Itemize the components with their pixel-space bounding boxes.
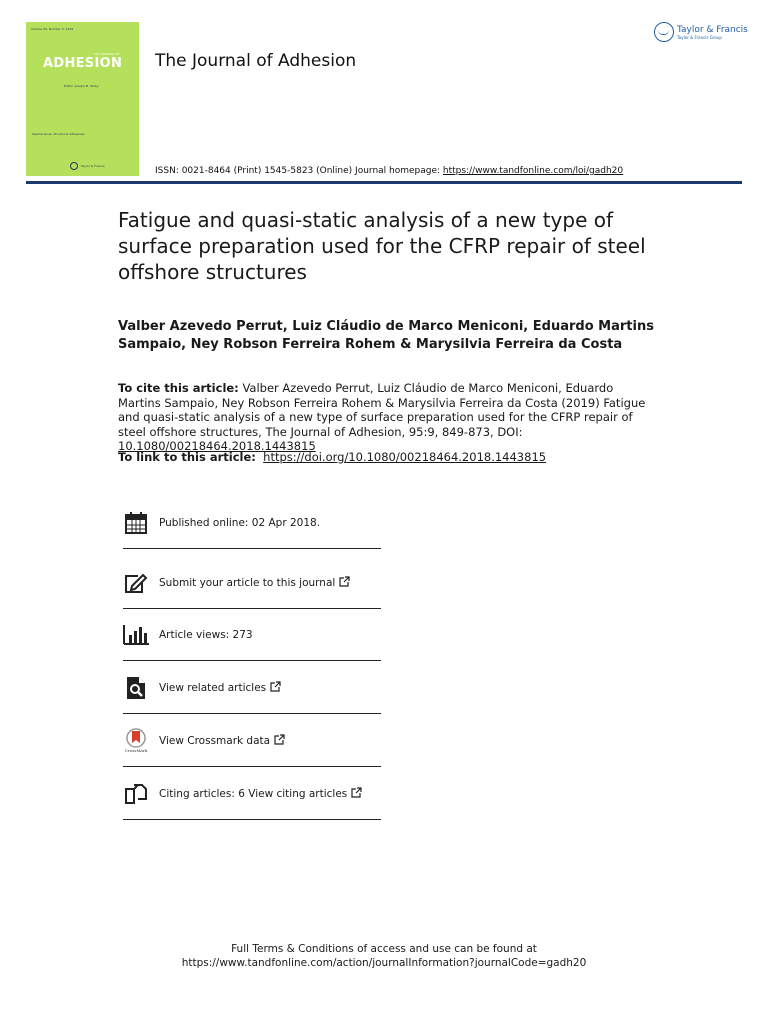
issn-line <box>155 166 623 176</box>
article-views-text: Article views: 273 <box>159 628 253 641</box>
external-link-icon <box>339 576 350 590</box>
cover-editor: Editor: Joseph M. Wiley <box>64 84 99 88</box>
crossmark-text: View Crossmark data <box>159 734 271 747</box>
publisher-name: Taylor & Francis <box>677 24 748 35</box>
article-authors: Valber Azevedo Perrut, Luiz Cláudio de Marco Meniconi, Eduardo Martins Sampaio, Ney Robson Ferreira Rohem & Marysilvia Ferreira da Costa <box>118 319 654 352</box>
article-link-label: To link to this article: <box>118 450 256 464</box>
journal-homepage-link[interactable]: https://www.tandfonline.com/loi/gadh20 <box>442 166 624 176</box>
related-articles-item[interactable] <box>123 662 381 714</box>
article-doi-url[interactable]: https://doi.org/10.1080/00218464.2018.1443815 <box>263 450 547 464</box>
cover-publisher-logo-icon <box>70 162 78 170</box>
journal-name[interactable]: The Journal of Adhesion <box>155 51 357 71</box>
citing-articles-text: Citing articles: 6 View citing articles <box>159 787 348 800</box>
published-online-text: Published online: 02 Apr 2018. <box>159 516 321 529</box>
submit-article-text: Submit your article to this journal <box>159 576 336 589</box>
cover-volume: Volume 95, Number 9, 2019 <box>31 27 74 31</box>
crossmark-item[interactable] <box>123 715 381 767</box>
cover-publisher-name: Taylor & Francis <box>81 164 105 168</box>
crossmark-icon-label: CrossMark <box>124 748 148 753</box>
cover-publisher <box>70 162 105 170</box>
citation <box>118 381 658 454</box>
calendar-icon <box>123 510 149 536</box>
citing-articles-item[interactable] <box>123 768 381 820</box>
taylor-francis-logo-icon <box>654 22 674 42</box>
footer-terms-url[interactable]: https://www.tandfonline.com/action/journalInformation?journalCode=gadh20 <box>181 957 587 969</box>
bar-chart-icon <box>123 622 149 648</box>
citing-icon <box>123 781 149 807</box>
submit-article-item[interactable] <box>123 557 381 609</box>
citation-label: To cite this article: <box>118 381 239 395</box>
cover-kicker: THE JOURNAL OF <box>94 52 120 56</box>
doi-link[interactable]: 10.1080/00218464.2018.1443815 <box>118 439 316 453</box>
journal-cover <box>26 22 139 176</box>
cover-title: ADHESION <box>43 56 123 71</box>
article-title: Fatigue and quasi-static analysis of a new type of surface preparation used for the CFRP repair of steel offshore structures <box>118 208 646 284</box>
edit-icon <box>123 570 149 596</box>
article-views-item <box>123 609 381 661</box>
external-link-icon <box>270 681 281 695</box>
citation-text: Valber Azevedo Perrut, Luiz Cláudio de Marco Meniconi, Eduardo Martins Sampaio, Ney Robson Ferreira Rohem & Marysilvia Ferreira da Costa (2019) Fatigue and quasi-static analysis of a new type of surface preparation used for the CFRP repair of steel offshore structures, The Journal of Adhesion, 95:9, 849-873, DOI: <box>118 381 646 439</box>
footer-line-1: Full Terms & Conditions of access and use can be found at <box>231 943 537 955</box>
crossmark-icon <box>123 728 149 754</box>
external-link-icon <box>351 787 362 801</box>
header-rule <box>26 181 742 184</box>
article-link-line <box>118 450 658 464</box>
cover-issue: Special Issue: Structural Adhesives <box>32 132 85 136</box>
publisher-subtitle: Taylor & Francis Group <box>677 34 722 40</box>
external-link-icon <box>274 734 285 748</box>
publisher-logo[interactable] <box>654 22 748 42</box>
published-online-item <box>123 497 381 549</box>
related-articles-text: View related articles <box>159 681 267 694</box>
footer-terms <box>0 942 768 970</box>
issn-text: ISSN: 0021-8464 (Print) 1545-5823 (Online) Journal homepage: <box>155 166 443 176</box>
search-document-icon <box>123 675 149 701</box>
